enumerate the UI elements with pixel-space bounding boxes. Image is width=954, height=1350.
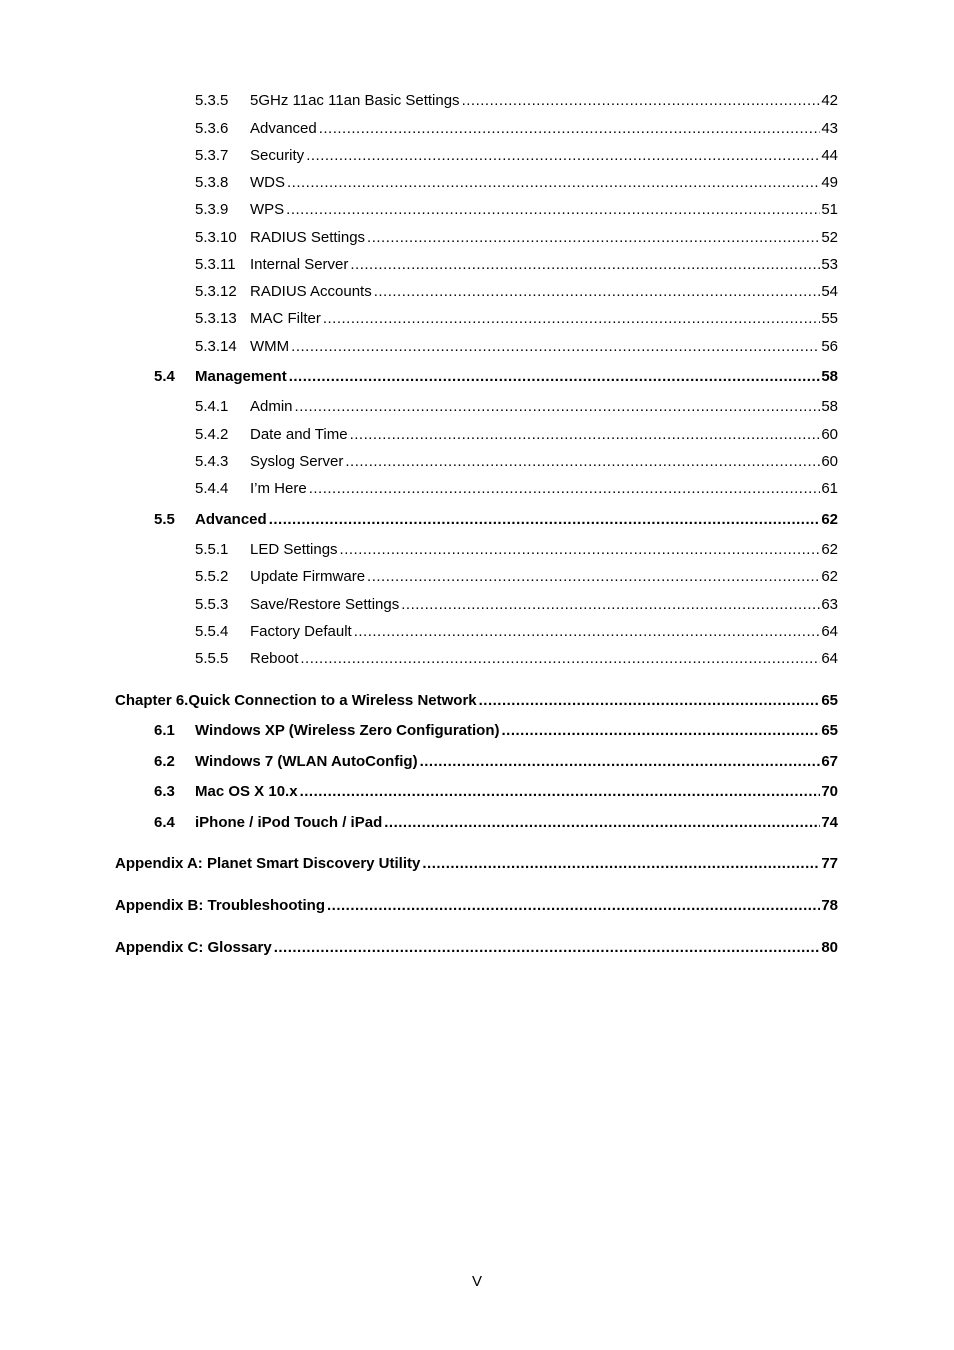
toc-entry-page: 60 bbox=[821, 453, 838, 470]
toc-entry[interactable] bbox=[195, 426, 838, 444]
toc-entry-number: 5.3.11 bbox=[195, 256, 236, 273]
dot-leader bbox=[327, 897, 820, 915]
toc-entry-page: 80 bbox=[821, 939, 838, 956]
toc-entry-page: 61 bbox=[821, 480, 838, 497]
toc-chapter-entry[interactable] bbox=[115, 692, 838, 710]
toc-entry-number: 5.3.7 bbox=[195, 147, 229, 164]
toc-entry[interactable] bbox=[195, 120, 838, 138]
toc-entry-page: 65 bbox=[821, 722, 838, 739]
toc-entry-number: 5.5.2 bbox=[195, 568, 229, 585]
toc-entry-page: 44 bbox=[821, 147, 838, 164]
toc-entry-page: 58 bbox=[821, 368, 838, 385]
toc-entry-page: 49 bbox=[821, 174, 838, 191]
toc-entry[interactable] bbox=[195, 283, 838, 301]
dot-leader bbox=[300, 783, 821, 801]
dot-leader bbox=[309, 480, 821, 498]
toc-entry-number: 5.4.2 bbox=[195, 426, 229, 443]
toc-entry-page: 62 bbox=[821, 511, 838, 528]
toc-entry-title: Save/Restore Settings bbox=[250, 596, 400, 613]
toc-entry-page: 43 bbox=[821, 120, 838, 137]
dot-leader bbox=[354, 623, 821, 641]
toc-entry-page: 65 bbox=[821, 692, 838, 709]
toc-entry-page: 78 bbox=[821, 897, 838, 914]
toc-entry[interactable] bbox=[195, 256, 838, 274]
dot-leader bbox=[306, 147, 820, 165]
toc-entry[interactable] bbox=[195, 229, 838, 247]
toc-entry-number: 5.4.1 bbox=[195, 398, 229, 415]
toc-entry-title: Factory Default bbox=[250, 623, 352, 640]
toc-entry[interactable] bbox=[195, 174, 838, 192]
toc-entry-title: MAC Filter bbox=[250, 310, 321, 327]
toc-section-entry[interactable] bbox=[154, 511, 838, 529]
toc-entry[interactable] bbox=[195, 596, 838, 614]
dot-leader bbox=[374, 283, 821, 301]
toc-entry[interactable] bbox=[195, 480, 838, 498]
toc-entry[interactable] bbox=[195, 338, 838, 356]
toc-entry-title: RADIUS Accounts bbox=[250, 283, 372, 300]
toc-entry-number: 5.3.6 bbox=[195, 120, 229, 137]
toc-section-entry[interactable] bbox=[154, 783, 838, 801]
toc-entry-number: Chapter 6. bbox=[115, 692, 189, 709]
toc-entry-title: Date and Time bbox=[250, 426, 348, 443]
dot-leader bbox=[350, 256, 820, 274]
toc-entry[interactable] bbox=[195, 568, 838, 586]
toc-entry[interactable] bbox=[195, 650, 838, 668]
toc-entry[interactable] bbox=[195, 92, 838, 110]
toc-entry-page: 67 bbox=[821, 753, 838, 770]
dot-leader bbox=[291, 338, 820, 356]
toc-entry-number: 5.3.9 bbox=[195, 201, 229, 218]
toc-entry-page: 55 bbox=[821, 310, 838, 327]
toc-entry-page: 62 bbox=[821, 568, 838, 585]
toc-entry-page: 53 bbox=[821, 256, 838, 273]
dot-leader bbox=[319, 120, 821, 138]
toc-entry-number: 5.3.12 bbox=[195, 283, 237, 300]
dot-leader bbox=[501, 722, 820, 740]
toc-entry-page: 54 bbox=[821, 283, 838, 300]
page-number: V bbox=[471, 1273, 482, 1290]
toc-entry-number: 6.4 bbox=[154, 814, 175, 831]
dot-leader bbox=[323, 310, 820, 328]
toc-entry-page: 77 bbox=[821, 855, 838, 872]
toc-entry-title: Appendix A: Planet Smart Discovery Utility bbox=[115, 855, 421, 872]
toc-entry-number: 5.5.3 bbox=[195, 596, 229, 613]
toc-appendix-entry[interactable] bbox=[115, 939, 838, 957]
dot-leader bbox=[479, 692, 821, 710]
toc-entry-title: Mac OS X 10.x bbox=[195, 783, 298, 800]
toc-entry-number: 5.3.14 bbox=[195, 338, 237, 355]
toc-entry-title: Security bbox=[250, 147, 305, 164]
dot-leader bbox=[345, 453, 820, 471]
toc-entry-page: 63 bbox=[821, 596, 838, 613]
toc-entry-number: 5.3.8 bbox=[195, 174, 229, 191]
toc-entry-title: Quick Connection to a Wireless Network bbox=[188, 692, 477, 709]
toc-entry-number: 5.5.4 bbox=[195, 623, 229, 640]
dot-leader bbox=[289, 368, 821, 386]
toc-entry-page: 60 bbox=[821, 426, 838, 443]
toc-entry-number: 5.5.5 bbox=[195, 650, 229, 667]
dot-leader bbox=[401, 596, 820, 614]
toc-entry-number: 5.5.1 bbox=[195, 541, 229, 558]
dot-leader bbox=[384, 814, 820, 832]
toc-entry-number: 5.4.4 bbox=[195, 480, 229, 497]
toc-entry-page: 74 bbox=[821, 814, 838, 831]
toc-entry-title: Update Firmware bbox=[250, 568, 366, 585]
toc-entry-title: Management bbox=[195, 368, 287, 385]
toc-entry-title: Reboot bbox=[250, 650, 299, 667]
toc-entry[interactable] bbox=[195, 398, 838, 416]
toc-entry-page: 51 bbox=[821, 201, 838, 218]
toc-entry[interactable] bbox=[195, 147, 838, 165]
toc-entry-title: WMM bbox=[250, 338, 290, 355]
toc-appendix-entry[interactable] bbox=[115, 855, 838, 873]
toc-entry[interactable] bbox=[195, 201, 838, 219]
toc-entry-page: 52 bbox=[821, 229, 838, 246]
toc-entry-title: Windows XP (Wireless Zero Configuration) bbox=[195, 722, 500, 739]
toc-entry-number: 5.4 bbox=[154, 368, 175, 385]
toc-entry-title: WDS bbox=[250, 174, 285, 191]
toc-entry-page: 70 bbox=[821, 783, 838, 800]
toc-section-entry[interactable] bbox=[154, 722, 838, 740]
dot-leader bbox=[300, 650, 820, 668]
toc-entry-page: 42 bbox=[821, 92, 838, 109]
toc-entry-number: 5.3.10 bbox=[195, 229, 237, 246]
toc-entry-page: 62 bbox=[821, 541, 838, 558]
dot-leader bbox=[274, 939, 821, 957]
dot-leader bbox=[286, 201, 820, 219]
toc-entry-page: 64 bbox=[821, 650, 838, 667]
toc-entry-title: 5GHz 11ac 11an Basic Settings bbox=[250, 92, 460, 109]
toc-entry-number: 5.3.5 bbox=[195, 92, 229, 109]
dot-leader bbox=[420, 753, 821, 771]
toc-entry[interactable] bbox=[195, 541, 838, 559]
toc-entry-number: 6.2 bbox=[154, 753, 175, 770]
toc-entry-title: LED Settings bbox=[250, 541, 338, 558]
toc-appendix-entry[interactable] bbox=[115, 897, 838, 915]
dot-leader bbox=[340, 541, 821, 559]
toc-entry[interactable] bbox=[195, 623, 838, 641]
dot-leader bbox=[422, 855, 820, 873]
dot-leader bbox=[462, 92, 821, 110]
toc-entry-number: 6.3 bbox=[154, 783, 175, 800]
toc-entry-page: 64 bbox=[821, 623, 838, 640]
toc-section-entry[interactable] bbox=[154, 814, 838, 832]
dot-leader bbox=[287, 174, 820, 192]
dot-leader bbox=[269, 511, 821, 529]
toc-entry-number: 5.4.3 bbox=[195, 453, 229, 470]
toc-section-entry[interactable] bbox=[154, 753, 838, 771]
dot-leader bbox=[367, 568, 820, 586]
toc-entry[interactable] bbox=[195, 310, 838, 328]
toc-entry-title: Internal Server bbox=[250, 256, 349, 273]
toc-entry-title: Admin bbox=[250, 398, 293, 415]
dot-leader bbox=[350, 426, 821, 444]
toc-entry-number: 6.1 bbox=[154, 722, 175, 739]
toc-entry-page: 56 bbox=[821, 338, 838, 355]
toc-entry-title: Advanced bbox=[250, 120, 317, 137]
toc-entry-title: I’m Here bbox=[250, 480, 307, 497]
toc-entry-number: 5.5 bbox=[154, 511, 175, 528]
toc-entry[interactable] bbox=[195, 453, 838, 471]
toc-entry-title: RADIUS Settings bbox=[250, 229, 366, 246]
toc-entry-title: iPhone / iPod Touch / iPad bbox=[195, 814, 383, 831]
toc-entry-title: Syslog Server bbox=[250, 453, 344, 470]
toc-entry-title: Advanced bbox=[195, 511, 267, 528]
dot-leader bbox=[367, 229, 820, 247]
toc-entry-number: 5.3.13 bbox=[195, 310, 237, 327]
toc-entry-page: 58 bbox=[821, 398, 838, 415]
dot-leader bbox=[295, 398, 821, 416]
toc-entry-title: WPS bbox=[250, 201, 285, 218]
toc-entry-title: Windows 7 (WLAN AutoConfig) bbox=[195, 753, 418, 770]
toc-entry-title: Appendix B: Troubleshooting bbox=[115, 897, 325, 914]
toc-section-entry[interactable] bbox=[154, 368, 838, 386]
toc-entry-title: Appendix C: Glossary bbox=[115, 939, 272, 956]
